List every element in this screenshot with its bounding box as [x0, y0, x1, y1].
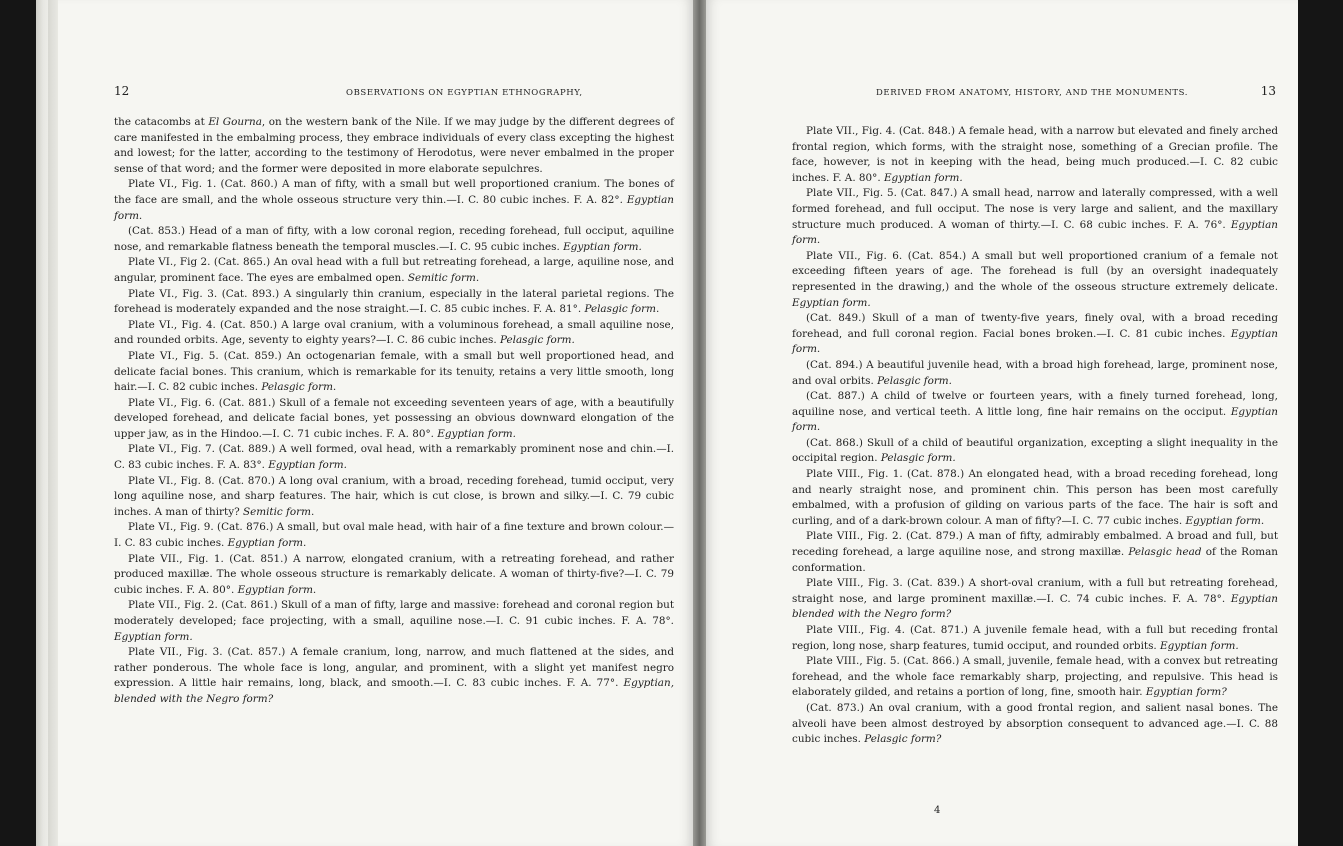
classification-italic: Egyptian blended with the Negro form? [792, 592, 1278, 621]
paragraph-text: Plate VI., Fig. 1. (Cat. 860.) A man of fifty, with a small but well proportioned cranium. The bones of the face are small, and the whole osseous structure very thin.—I. C. 80 cubic inches. F. A. 82°. [114, 178, 674, 206]
paragraph-text-tail: , on the western bank of the Nile. If we may judge by the different degrees of care manifested in the embalming process, they embrace individuals of every class excepting the highest and lowest; for the latter, according to the testimony of Herodotus, were never embalmed in the proper sense of that word; and the former were deposited in more elaborate sepulchres. [114, 116, 674, 175]
classification-italic: Pelasgic head [1128, 546, 1202, 559]
classification-italic: Pelasgic form? [864, 733, 942, 746]
page-number: 12 [114, 84, 130, 98]
paragraph-text: Plate VII., Fig. 5. (Cat. 847.) A small head, narrow and laterally compressed, with a well formed forehead, and full occiput. The nose is very large and salient, and the maxillary structure much produced. A woman of thirty.—I. C. 68 cubic inches. F. A. 76°. [792, 187, 1278, 231]
classification-italic: Pelasgic form. [584, 303, 660, 316]
classification-italic: Egyptian form. [1185, 514, 1265, 527]
paragraph [792, 311, 1278, 358]
classification-italic: Pelasgic form. [499, 334, 575, 347]
paragraph-text: Plate VIII., Fig. 1. (Cat. 878.) An elongated head, with a broad receding forehead, long and nearly straight nose, and prominent chin. This person has been most carefully embalmed, with a profusion of gilding on various parts of the face. The hair is soft and curling, and of a dark-brown colour. A man of fifty?—I. C. 77 cubic inches. [792, 468, 1278, 527]
paragraph-text: Plate VIII., Fig. 2. (Cat. 879.) A man of fifty, admirably embalmed. A broad and full, but receding forehead, a large aquiline nose, and strong maxillæ. [792, 530, 1278, 559]
classification-italic: El Gourna [208, 116, 262, 128]
page-number: 13 [1260, 84, 1276, 98]
paragraph [792, 358, 1278, 389]
classification-italic: Egyptian form. [114, 193, 674, 222]
left-page-header [114, 84, 674, 104]
paragraph [114, 255, 674, 286]
paragraph-text: Plate VII., Fig. 1. (Cat. 851.) A narrow, elongated cranium, with a retreating forehead, and rather produced maxillæ. The whole osseous structure is remarkably delicate. A woman of thirty-five?—I. C. 79 cubic inches. F. A. 80°. [114, 552, 674, 596]
classification-italic: Pelasgic form. [261, 381, 337, 394]
running-head: OBSERVATIONS ON EGYPTIAN ETHNOGRAPHY, [346, 88, 583, 98]
paragraph-text-tail: of the Roman conformation. [792, 546, 1278, 574]
paragraph-text: (Cat. 849.) Skull of a man of twenty-five years, finely oval, with a broad receding forehead, and full coronal region. Facial bones broken.—I. C. 81 cubic inches. [792, 312, 1278, 340]
paragraph [792, 186, 1278, 248]
running-head: DERIVED FROM ANATOMY, HISTORY, AND THE MONUMENTS. [876, 88, 1189, 98]
paragraph-text: (Cat. 853.) Head of a man of fifty, with a low coronal region, receding forehead, full occiput, aquiline nose, and remarkable flatness beneath the temporal muscles.—I. C. 95 cubic inches. [114, 225, 674, 253]
paragraph-text: Plate VII., Fig. 4. (Cat. 848.) A female head, with a narrow but elevated and finely arched frontal region, which forms, with the straight nose, something of a Grecian profile. The face, however, is not in keeping with the head, being much produced.—I. C. 82 cubic inches. F. A. 80°. [792, 125, 1278, 184]
paragraph [792, 389, 1278, 436]
classification-italic: Egyptian form. [268, 459, 347, 472]
paragraph [792, 467, 1278, 529]
classification-italic: Semitic form. [242, 505, 315, 518]
paragraph-text: Plate VI., Fig. 6. (Cat. 881.) Skull of a female not exceeding seventeen years of age, with a beautifully developed forehead, and delicate facial bones, yet possessing an obvious downward elongation of the upper jaw, as in the Hindoo.—I. C. 71 cubic inches. F. A. 80°. [114, 396, 674, 440]
paragraph-text: the catacombs at [114, 116, 209, 128]
paragraph [114, 224, 674, 255]
paragraph-text: Plate VI., Fig. 4. (Cat. 850.) A large oval cranium, with a voluminous forehead, a small aquiline nose, and rounded orbits. Age, seventy to eighty years?—I. C. 86 cubic inches. [114, 318, 674, 347]
classification-italic: Egyptian form. [792, 405, 1278, 434]
classification-italic: Egyptian form. [237, 583, 317, 596]
classification-italic: Egyptian form? [1145, 686, 1227, 699]
signature-mark: 4 [934, 805, 941, 816]
paragraph [792, 124, 1278, 186]
paragraph [792, 436, 1278, 467]
right-page [706, 0, 1298, 846]
paragraph [114, 115, 674, 177]
paragraph [114, 442, 674, 473]
paragraph-text: Plate VII., Fig. 2. (Cat. 861.) Skull of a man of fifty, large and massive: forehead and coronal region but moderately developed; face projecting, with a small, aquiline nose.—I. C. 91 cubic inches. F. A. 78°. [114, 599, 674, 627]
paragraph-text: Plate VI., Fig. 3. (Cat. 893.) A singularly thin cranium, especially in the lateral parietal regions. The forehead is moderately expanded and the nose straight.—I. C. 85 cubic inches. F. A. 81°. [114, 287, 674, 316]
paragraph-text: Plate VIII., Fig. 4. (Cat. 871.) A juvenile female head, with a full but receding frontal region, long nose, sharp features, tumid occiput, and rounded orbits. [792, 624, 1278, 652]
book-gutter [693, 0, 706, 846]
right-page-header [876, 84, 1276, 104]
paragraph [792, 249, 1278, 311]
paragraph-text: Plate VI., Fig. 9. (Cat. 876.) A small, but oval male head, with hair of a fine texture and brown colour.—I. C. 83 cubic inches. [114, 521, 674, 550]
classification-italic: Egyptian form. [792, 218, 1278, 247]
paragraph [114, 349, 674, 396]
paragraph-text: Plate VII., Fig. 6. (Cat. 854.) A small but well proportioned cranium of a female not exceeding fifteen years of age. The forehead is full (by an oversight inadequately represented in the drawing,) and the whole of the osseous structure extremely delicate. [792, 249, 1278, 293]
left-page-body [114, 115, 674, 708]
classification-italic: Egyptian form. [883, 171, 963, 184]
classification-italic: Egyptian form. [114, 630, 193, 643]
paragraph [114, 177, 674, 224]
paragraph [114, 318, 674, 349]
paragraph-text: Plate VI., Fig. 7. (Cat. 889.) A well formed, oval head, with a remarkably prominent nose and chin.—I. C. 83 cubic inches. F. A. 83°. [114, 443, 674, 472]
paragraph [792, 654, 1278, 701]
paragraph [114, 474, 674, 521]
paragraph [114, 645, 674, 707]
paragraph-text: Plate VI., Fig. 5. (Cat. 859.) An octogenarian female, with a small but well proportioned head, and delicate facial bones. This cranium, which is remarkable for its tenuity, retains a very little smooth, long hair.—I. C. 82 cubic inches. [114, 349, 674, 394]
paragraph-text: Plate VIII., Fig. 5. (Cat. 866.) A small, juvenile, female head, with a convex but retreating forehead, and the whole face remarkably sharp, projecting, and repulsive. This head is elaborately gilded, and retains a portion of long, fine, smooth hair. [792, 655, 1278, 699]
paragraph [792, 701, 1278, 748]
paragraph-text: Plate VI., Fig 2. (Cat. 865.) An oval head with a full but retreating forehead, a large, aquiline nose, and angular, prominent face. The eyes are embalmed open. [114, 256, 674, 284]
paragraph-text: (Cat. 868.) Skull of a child of beautiful organization, excepting a slight inequality in the occipital region. [792, 436, 1278, 465]
paragraph [114, 287, 674, 318]
classification-italic: Egyptian form. [1160, 639, 1239, 652]
paragraph [792, 623, 1278, 654]
paragraph [114, 598, 674, 645]
paragraph-text: Plate VII., Fig. 3. (Cat. 857.) A female cranium, long, narrow, and much flattened at the sides, and rather ponderous. The whole face is long, angular, and prominent, with a slight yet manifest negro expression. A little hair remains, long, black, and smooth.—I. C. 83 cubic inches. F. A. 77°. [114, 646, 674, 690]
paragraph [114, 520, 674, 551]
classification-italic: Egyptian form. [792, 327, 1278, 356]
classification-italic: Egyptian form. [437, 427, 516, 440]
paragraph-text: Plate VI., Fig. 8. (Cat. 870.) A long oval cranium, with a broad, receding forehead, tumid occiput, very long aquiline nose, and sharp features. The hair, which is cut close, is brown and silky.—I. C. 79 cubic inches. A man of thirty? [114, 474, 674, 518]
paragraph-text: Plate VIII., Fig. 3. (Cat. 839.) A short-oval cranium, with a full but retreating forehead, straight nose, and large prominent maxillæ.—I. C. 74 cubic inches. F. A. 78°. [792, 577, 1278, 605]
paragraph-text: (Cat. 873.) An oval cranium, with a good frontal region, and salient nasal bones. The alveoli have been almost destroyed by absorption consequent to advanced age.—I. C. 88 cubic inches. [792, 701, 1278, 746]
classification-italic: Egyptian form. [792, 296, 871, 309]
classification-italic: Egyptian, blended with the Negro form? [114, 677, 674, 705]
classification-italic: Pelasgic form. [877, 374, 952, 387]
paragraph-text: (Cat. 887.) A child of twelve or fourteen years, with a finely turned forehead, long, aquiline nose, and vertical teeth. A little long, fine hair remains on the occiput. [792, 390, 1278, 418]
left-page [58, 0, 693, 846]
paragraph [114, 396, 674, 443]
paragraph-text: (Cat. 894.) A beautiful juvenile head, with a broad high forehead, large, prominent nose, and oval orbits. [792, 358, 1278, 387]
classification-italic: Egyptian form. [563, 240, 642, 253]
classification-italic: Pelasgic form. [880, 452, 956, 465]
classification-italic: Semitic form. [407, 271, 480, 284]
paragraph [792, 529, 1278, 576]
classification-italic: Egyptian form. [227, 537, 307, 550]
right-page-body [792, 124, 1278, 748]
paragraph [114, 552, 674, 599]
paragraph [792, 576, 1278, 623]
